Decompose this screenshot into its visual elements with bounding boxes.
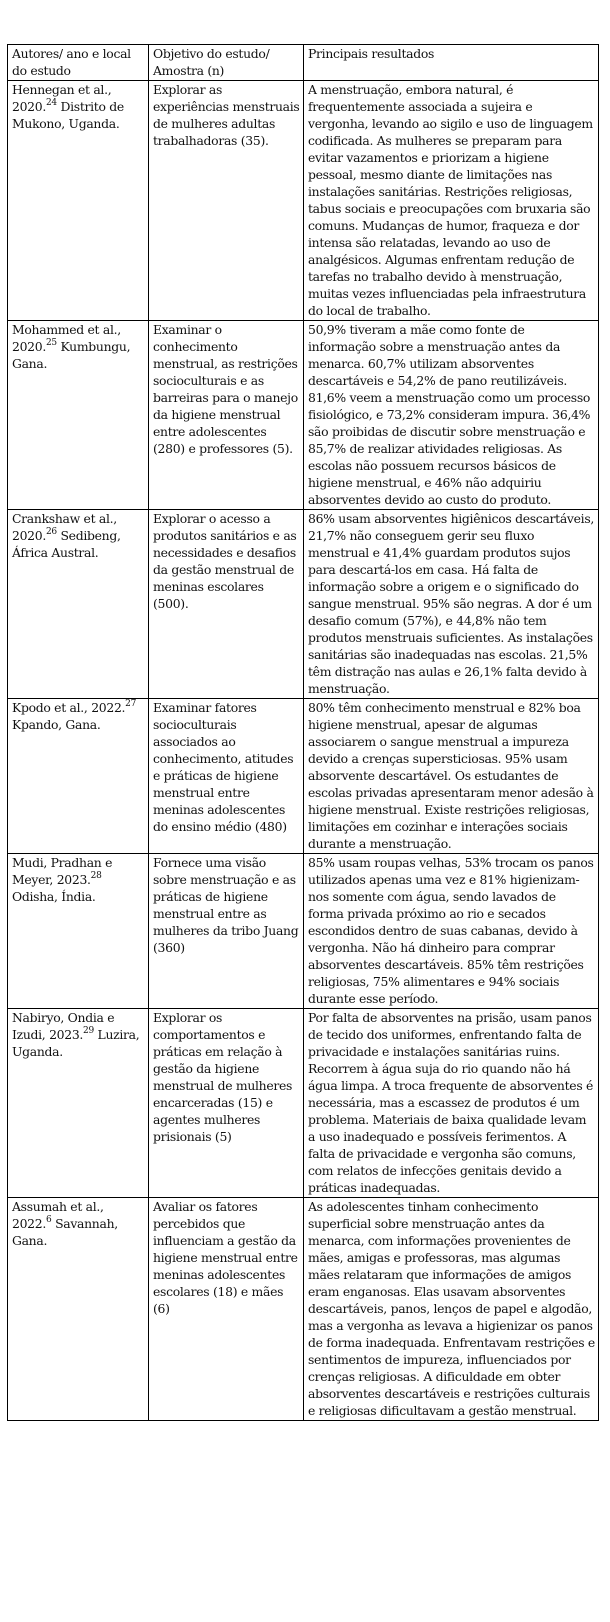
reference-number: 25 bbox=[45, 338, 57, 348]
study-location: Savannah, Gana. bbox=[12, 1216, 118, 1248]
cell-authors bbox=[8, 699, 149, 854]
author-text: Mohammed et al., 2020. bbox=[12, 322, 121, 354]
author-text: Assumah et al., 2022. bbox=[12, 1199, 104, 1231]
cell-results: Por falta de absorventes na prisão, usam panos de tecido dos uniformes, enfrentando falta de privacidade e instalações sanitárias ruins. Recorrem à água suja do rio quando não há água limpa. A troca frequente de absorventes é necessária, mas a escassez de produtos é um problema. Materiais de baixa qualidade levam a uso inadequado e possíveis ferimentos. A falta de privacidade e vergonha são comuns, com relatos de infecções genitais devido a práticas inadequadas. bbox=[304, 1009, 599, 1198]
study-location: Sedibeng, África Austral. bbox=[12, 528, 121, 560]
cell-results: A menstruação, embora natural, é frequentemente associada a sujeira e vergonha, levando ao sigilo e uso de linguagem codificada. As mulheres se preparam para evitar vazamentos e priorizam a higiene pessoal, mesmo diante de limitações nas instalações sanitárias. Restrições religiosas, tabus sociais e preocupações com bruxaria são comuns. Mudanças de humor, fraqueza e dor intensa são relatadas, levando ao uso de analgésicos. Algumas enfrentam redução de tarefas no trabalho devido à menstruação, muitas vezes influenciadas pela infraestrutura do local de trabalho. bbox=[304, 81, 599, 321]
studies-table bbox=[7, 44, 599, 1421]
author-text: Hennegan et al., 2020. bbox=[12, 82, 112, 114]
cell-results: 86% usam absorventes higiênicos descartáveis, 21,7% não conseguem gerir seu fluxo menstrual e 41,4% guardam produtos sujos para descartá-los em casa. Há falta de informação sobre a origem e o significado do sangue menstrual. 95% são negras. A dor é um desafio comum (57%), e 44,8% não tem produtos menstruais suficientes. As instalações sanitárias são inadequadas nas escolas. 21,5% têm distração nas aulas e 26,1% falta devido à menstruação. bbox=[304, 510, 599, 699]
reference-number: 26 bbox=[45, 527, 57, 537]
study-location: Kumbungu, Gana. bbox=[12, 339, 131, 371]
header-objective: Objetivo do estudo/ Amostra (n) bbox=[149, 45, 304, 81]
cell-objective: Fornece uma visão sobre menstruação e as práticas de higiene menstrual entre as mulheres da tribo Juang (360) bbox=[149, 854, 304, 1009]
reference-number: 27 bbox=[125, 699, 137, 709]
cell-authors bbox=[8, 321, 149, 510]
study-location: Kpando, Gana. bbox=[12, 717, 101, 732]
cell-objective: Explorar o acesso a produtos sanitários e as necessidades e desafios da gestão menstrual de meninas escolares (500). bbox=[149, 510, 304, 699]
table-row bbox=[8, 854, 599, 1009]
reference-number: 28 bbox=[90, 871, 102, 881]
cell-results: 50,9% tiveram a mãe como fonte de informação sobre a menstruação antes da menarca. 60,7% utilizam absorventes descartáveis e 54,2% de pano reutilizáveis. 81,6% veem a menstruação como um processo fisiológico, e 73,2% consideram impura. 36,4% são proibidas de discutir sobre menstruação e 85,7% de realizar atividades religiosas. As escolas não possuem recursos básicos de higiene menstrual, e 46% não adquiriu absorventes devido ao custo do produto. bbox=[304, 321, 599, 510]
cell-authors bbox=[8, 510, 149, 699]
cell-authors bbox=[8, 81, 149, 321]
table-row bbox=[8, 699, 599, 854]
table-header-row bbox=[8, 45, 599, 81]
table-row bbox=[8, 1198, 599, 1421]
reference-number: 24 bbox=[45, 98, 57, 108]
study-location: Distrito de Mukono, Uganda. bbox=[12, 99, 124, 131]
cell-authors bbox=[8, 854, 149, 1009]
header-results: Principais resultados bbox=[304, 45, 599, 81]
study-location: Odisha, Índia. bbox=[12, 889, 96, 904]
author-text: Nabiryo, Ondia e Izudi, 2023. bbox=[12, 1010, 115, 1042]
cell-results: As adolescentes tinham conhecimento superficial sobre menstruação antes da menarca, com informações provenientes de mães, amigas e professoras, mas algumas mães relataram que informações de amigos eram enganosas. Elas usavam absorventes descartáveis, panos, lenços de papel e algodão, mas a vergonha as levava a higienizar os panos de forma inadequada. Enfrentavam restrições e sentimentos de impureza, influenciados por crenças religiosas. A dificuldade em obter absorventes descartáveis e restrições culturais e religiosas dificultavam a gestão menstrual. bbox=[304, 1198, 599, 1421]
cell-objective: Examinar o conhecimento menstrual, as restrições socioculturais e as barreiras para o manejo da higiene menstrual entre adolescentes (280) e professores (5). bbox=[149, 321, 304, 510]
table-row bbox=[8, 510, 599, 699]
author-text: Kpodo et al., 2022. bbox=[12, 700, 126, 715]
cell-results: 85% usam roupas velhas, 53% trocam os panos utilizados apenas uma vez e 81% higienizam-nos somente com água, sendo lavados de forma privada próximo ao rio e secados escondidos dentro de suas cabanas, devido à vergonha. Não há dinheiro para comprar absorventes descartáveis. 85% têm restrições religiosas, 75% alimentares e 94% sociais durante esse período. bbox=[304, 854, 599, 1009]
cell-authors bbox=[8, 1009, 149, 1198]
table-row bbox=[8, 81, 599, 321]
reference-number: 6 bbox=[45, 1215, 52, 1225]
author-text: Mudi, Pradhan e Meyer, 2023. bbox=[12, 855, 113, 887]
author-text: Crankshaw et al., 2020. bbox=[12, 511, 117, 543]
table-row bbox=[8, 321, 599, 510]
cell-objective: Examinar fatores socioculturais associados ao conhecimento, atitudes e práticas de higiene menstrual entre meninas adolescentes do ensino médio (480) bbox=[149, 699, 304, 854]
table-row bbox=[8, 1009, 599, 1198]
reference-number: 29 bbox=[83, 1026, 94, 1036]
cell-objective: Explorar os comportamentos e práticas em relação à gestão da higiene menstrual de mulheres encarceradas (15) e agentes mulheres prisionais (5) bbox=[149, 1009, 304, 1198]
cell-objective: Avaliar os fatores percebidos que influenciam a gestão da higiene menstrual entre meninas adolescentes escolares (18) e mães (6) bbox=[149, 1198, 304, 1421]
header-authors: Autores/ ano e local do estudo bbox=[8, 45, 149, 81]
cell-objective: Explorar as experiências menstruais de mulheres adultas trabalhadoras (35). bbox=[149, 81, 304, 321]
study-location: Luzira, Uganda. bbox=[12, 1027, 140, 1059]
cell-results: 80% têm conhecimento menstrual e 82% boa higiene menstrual, apesar de algumas associarem o sangue menstrual a impureza devido a crenças supersticiosas. 95% usam absorvente descartável. Os estudantes de escolas privadas apresentaram menor adesão à higiene menstrual. Existe restrições religiosas, limitações em cozinhar e interações sociais durante a menstruação. bbox=[304, 699, 599, 854]
cell-authors bbox=[8, 1198, 149, 1421]
